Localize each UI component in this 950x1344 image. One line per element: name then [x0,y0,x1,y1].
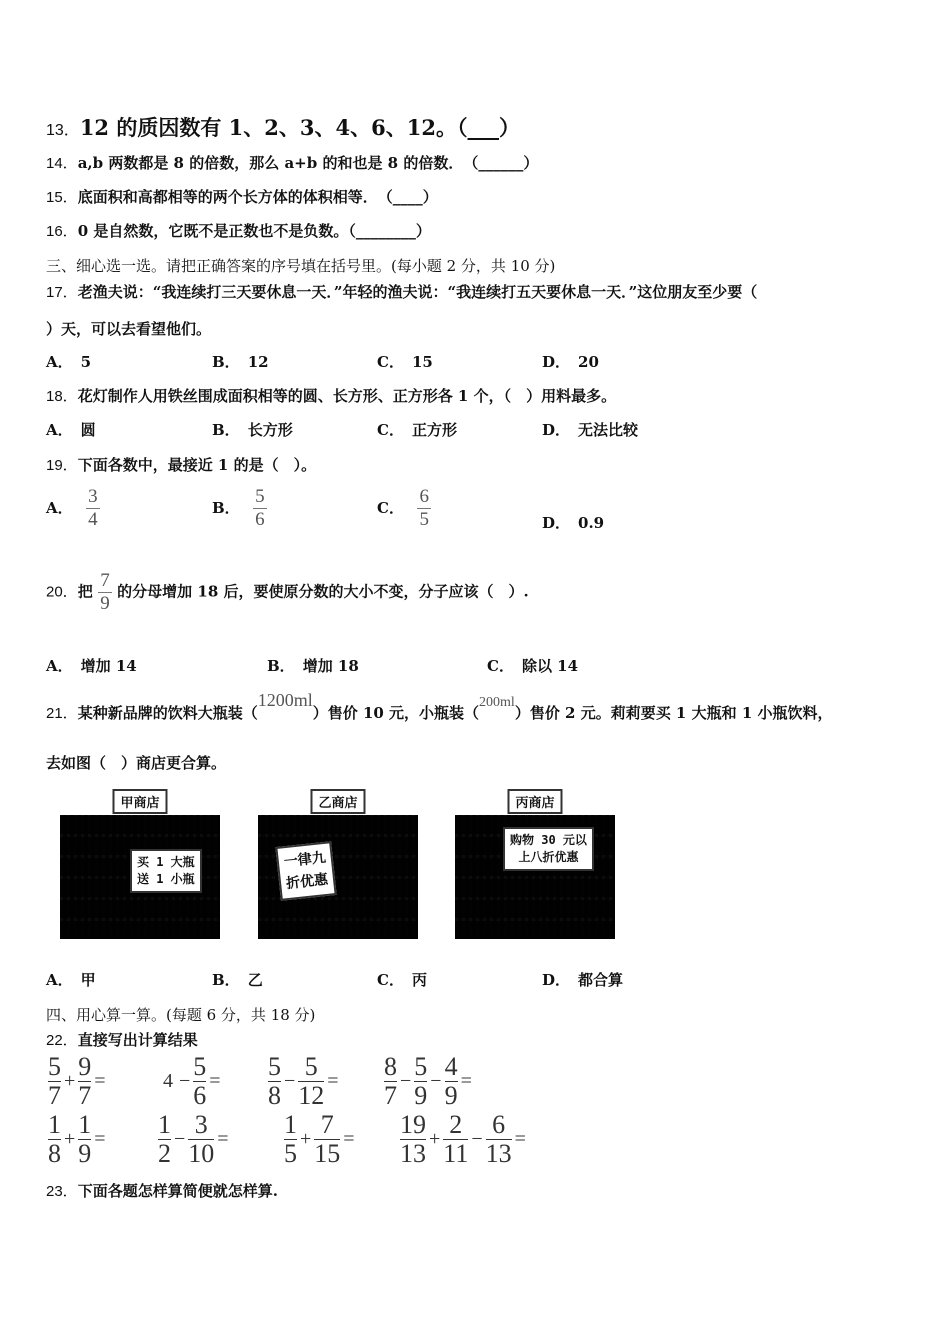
q17-number: 17． [46,284,78,301]
denominator: 2 [158,1139,171,1168]
q20-option-a [46,655,137,676]
numerator: 8 [384,1052,397,1081]
unit-1200ml: 1200ml [257,690,313,710]
denominator: 12 [298,1081,325,1110]
option-label: D． [542,971,571,989]
question-14 [46,152,538,173]
shop-ad [503,827,594,871]
fraction [486,1112,512,1167]
q17-option-a [46,351,91,372]
question-13 [46,112,520,142]
fraction [158,1112,171,1167]
denominator: 5 [419,509,429,530]
numerator: 7 [320,1110,334,1139]
numerator: 7 [100,570,110,591]
fraction [48,1112,61,1167]
q18-number: 18． [46,388,78,405]
option-text: 正方形 [411,421,457,439]
option-label: D． [542,421,571,439]
q13-text: 12 的质因数有 1、2、3、4、6、12。（___） [79,115,520,140]
whole-number: 4 [163,1070,173,1092]
q17-option-d [542,351,599,372]
minus-sign: − [284,1070,296,1092]
shop-sign: 甲商店 [112,789,167,814]
question-23 [46,1180,278,1201]
option-label: A． [46,498,73,517]
fraction [443,1112,468,1167]
ad-line-2: 上八折优惠 [518,850,579,864]
ad-line-1: 买 1 大瓶 [137,855,195,869]
question-19 [46,454,316,475]
question-17 [46,281,757,302]
fraction [78,1112,91,1167]
question-18 [46,385,616,406]
q17-line1: 老渔夫说：“我连续打三天要休息一天．”年轻的渔夫说：“我连续打五天要休息一天．”这位朋友至少要（ [77,283,758,301]
q20-pre: 把 [77,582,93,601]
denominator: 15 [314,1139,341,1168]
option-text: 甲 [80,971,96,989]
denominator: 9 [78,1139,92,1168]
q21-option-b [212,969,263,990]
q18-option-a [46,419,96,440]
fraction [78,1054,91,1109]
denominator: 4 [88,509,98,530]
option-label: C． [377,353,404,371]
question-22 [46,1029,198,1050]
fraction [298,1054,324,1109]
option-text: 圆 [80,421,96,439]
q17-option-c [377,351,433,372]
option-label: A． [46,971,73,989]
shop-ad [130,849,202,893]
q18-text: 花灯制作人用铁丝围成面积相等的圆、长方形、正方形各 1 个，（ ）用料最多。 [77,387,617,405]
q21-part3: ）售价 2 元。莉莉要买 1 大瓶和 1 小瓶饮料， [514,704,833,722]
fraction [417,486,431,531]
expr-r2-3 [284,1112,358,1167]
numerator: 1 [78,1110,92,1139]
q21-part2: ）售价 10 元，小瓶装（ [312,704,480,722]
expr-r1-2 [160,1054,224,1109]
denominator: 13 [400,1139,426,1168]
denominator: 9 [444,1081,458,1110]
q21-part1: 某种新品牌的饮料大瓶装（ [77,704,258,722]
denominator: 7 [78,1081,92,1110]
option-label: B． [212,971,240,989]
expr-r2-4 [400,1112,529,1167]
plus-sign: + [300,1128,312,1150]
q20-option-c [487,655,578,676]
q18-option-c [377,419,457,440]
fraction [193,1054,206,1109]
denominator: 6 [255,509,265,530]
q21-option-c [377,969,427,990]
minus-sign: − [400,1070,412,1092]
q18-option-d [542,419,638,440]
q16-text: 0 是自然数，它既不是正数也不是负数。（________） [77,222,431,240]
ad-line-2: 折优惠 [285,871,329,893]
option-label: D． [542,514,571,532]
option-text: 20 [578,353,599,371]
option-text: 0.9 [578,514,605,532]
ad-line-1: 购物 30 元以 [510,833,587,847]
option-text: 增加 18 [302,657,359,675]
q19-option-a [46,486,100,531]
q22-text: 直接写出计算结果 [77,1031,198,1049]
q19-option-d [542,512,604,533]
q20-post: 的分母增加 18 后，要使原分数的大小不变，分子应该（ ）. [117,582,529,601]
option-text: 增加 14 [80,657,137,675]
minus-sign: − [430,1070,442,1092]
denominator: 9 [100,593,110,614]
numerator: 5 [414,1052,428,1081]
fraction [86,486,100,531]
numerator: 5 [193,1052,207,1081]
q14-text: a,b 两数都是 8 的倍数，那么 a+b 的和也是 8 的倍数． （______） [77,154,539,172]
numerator: 9 [78,1052,92,1081]
option-text: 丙 [411,971,427,989]
expr-r1-1 [48,1054,109,1109]
plus-sign: + [429,1128,441,1150]
denominator: 5 [284,1139,297,1168]
numerator: 3 [194,1110,208,1139]
numerator: 1 [158,1110,171,1139]
option-text: 除以 14 [521,657,579,675]
question-20 [46,570,529,615]
numerator: 5 [304,1052,318,1081]
option-label: C． [377,971,404,989]
q19-number: 19． [46,457,78,474]
unit-200ml: 200ml [479,695,515,710]
numerator: 6 [419,486,429,507]
numerator: 1 [48,1110,61,1139]
ad-line-1: 一律九 [283,849,327,871]
minus-sign: − [179,1070,191,1092]
q15-number: 15． [46,189,78,206]
denominator: 7 [48,1081,61,1110]
option-text: 12 [247,353,269,371]
fraction [48,1054,61,1109]
numerator: 3 [88,486,98,507]
denominator: 6 [193,1081,207,1110]
equals-sign: = [460,1070,472,1092]
denominator: 8 [268,1081,281,1110]
equals-sign: = [514,1128,526,1150]
fraction [253,486,267,531]
equals-sign: = [327,1070,339,1092]
fraction [314,1112,340,1167]
section-4-heading: 四、用心算一算。(每题 6 分，共 18 分) [46,1006,316,1024]
fraction [384,1054,397,1109]
numerator: 1 [284,1110,297,1139]
expr-r2-1 [48,1112,109,1167]
q21-number: 21． [46,705,78,722]
expr-r2-2 [158,1112,232,1167]
question-21 [46,690,833,723]
equals-sign: = [94,1070,106,1092]
option-text: 长方形 [247,421,293,439]
q23-text: 下面各题怎样算简便就怎样算. [77,1182,278,1200]
q23-number: 23． [46,1183,78,1200]
option-label: C． [487,657,514,675]
equals-sign: = [209,1070,221,1092]
q21-line2: 去如图（ ）商店更合算。 [46,754,227,772]
numerator: 5 [255,486,265,507]
shop-yi-image [258,789,418,939]
q21-option-a [46,969,96,990]
denominator: 8 [48,1139,61,1168]
q19-text: 下面各数中，最接近 1 的是（ ）。 [77,456,317,474]
q22-number: 22． [46,1032,78,1049]
option-text: 都合算 [578,971,624,989]
expr-r1-3 [268,1054,342,1109]
q13-number: 13． [46,122,80,139]
option-label: C． [377,498,404,517]
fraction [400,1112,426,1167]
denominator: 7 [384,1081,397,1110]
option-label: B． [212,498,240,517]
q19-option-b [212,486,267,531]
numerator: 19 [400,1110,426,1139]
equals-sign: = [94,1128,106,1150]
minus-sign: − [174,1128,186,1150]
shop-sign: 乙商店 [310,789,365,814]
option-label: D． [542,353,571,371]
q21-option-d [542,969,623,990]
q18-option-b [212,419,293,440]
q19-option-c [377,486,431,531]
shop-jia-image [60,789,220,939]
fraction [188,1112,214,1167]
numerator: 6 [492,1110,506,1139]
option-label: B． [267,657,295,675]
option-text: 15 [411,353,433,371]
option-label: C． [377,421,404,439]
denominator: 11 [443,1139,469,1168]
numerator: 5 [268,1052,281,1081]
option-text: 5 [80,353,92,371]
section-3-heading: 三、细心选一选。请把正确答案的序号填在括号里。(每小题 2 分，共 10 分) [46,257,556,275]
minus-sign: − [471,1128,483,1150]
option-label: A． [46,657,73,675]
shop-sign: 丙商店 [507,789,562,814]
q16-number: 16． [46,223,78,240]
plus-sign: + [64,1128,76,1150]
numerator: 5 [48,1052,61,1081]
plus-sign: + [64,1070,76,1092]
shop-ad [275,841,336,901]
numerator: 4 [444,1052,458,1081]
fraction [445,1054,458,1109]
option-text: 无法比较 [578,421,639,439]
question-15 [46,186,438,207]
option-label: A． [46,421,73,439]
option-label: B． [212,353,240,371]
q20-number: 20． [46,583,78,601]
equals-sign: = [343,1128,355,1150]
denominator: 9 [414,1081,428,1110]
denominator: 10 [188,1139,215,1168]
denominator: 13 [485,1139,512,1168]
fraction [284,1112,297,1167]
fraction [414,1054,427,1109]
numerator: 2 [449,1110,463,1139]
q15-text: 底面积和高都相等的两个长方体的体积相等． （____） [77,188,438,206]
option-label: B． [212,421,240,439]
equals-sign: = [217,1128,229,1150]
question-16 [46,220,431,241]
option-label: A． [46,353,73,371]
expr-r1-4 [384,1054,475,1109]
ad-line-2: 送 1 小瓶 [137,872,195,886]
q17-option-b [212,351,269,372]
shop-bing-image [455,789,615,939]
q20-option-b [267,655,359,676]
option-text: 乙 [247,971,263,989]
fraction [268,1054,281,1109]
fraction-7-9 [98,570,112,615]
q14-number: 14． [46,155,78,172]
q17-line2: ）天，可以去看望他们。 [46,320,212,338]
